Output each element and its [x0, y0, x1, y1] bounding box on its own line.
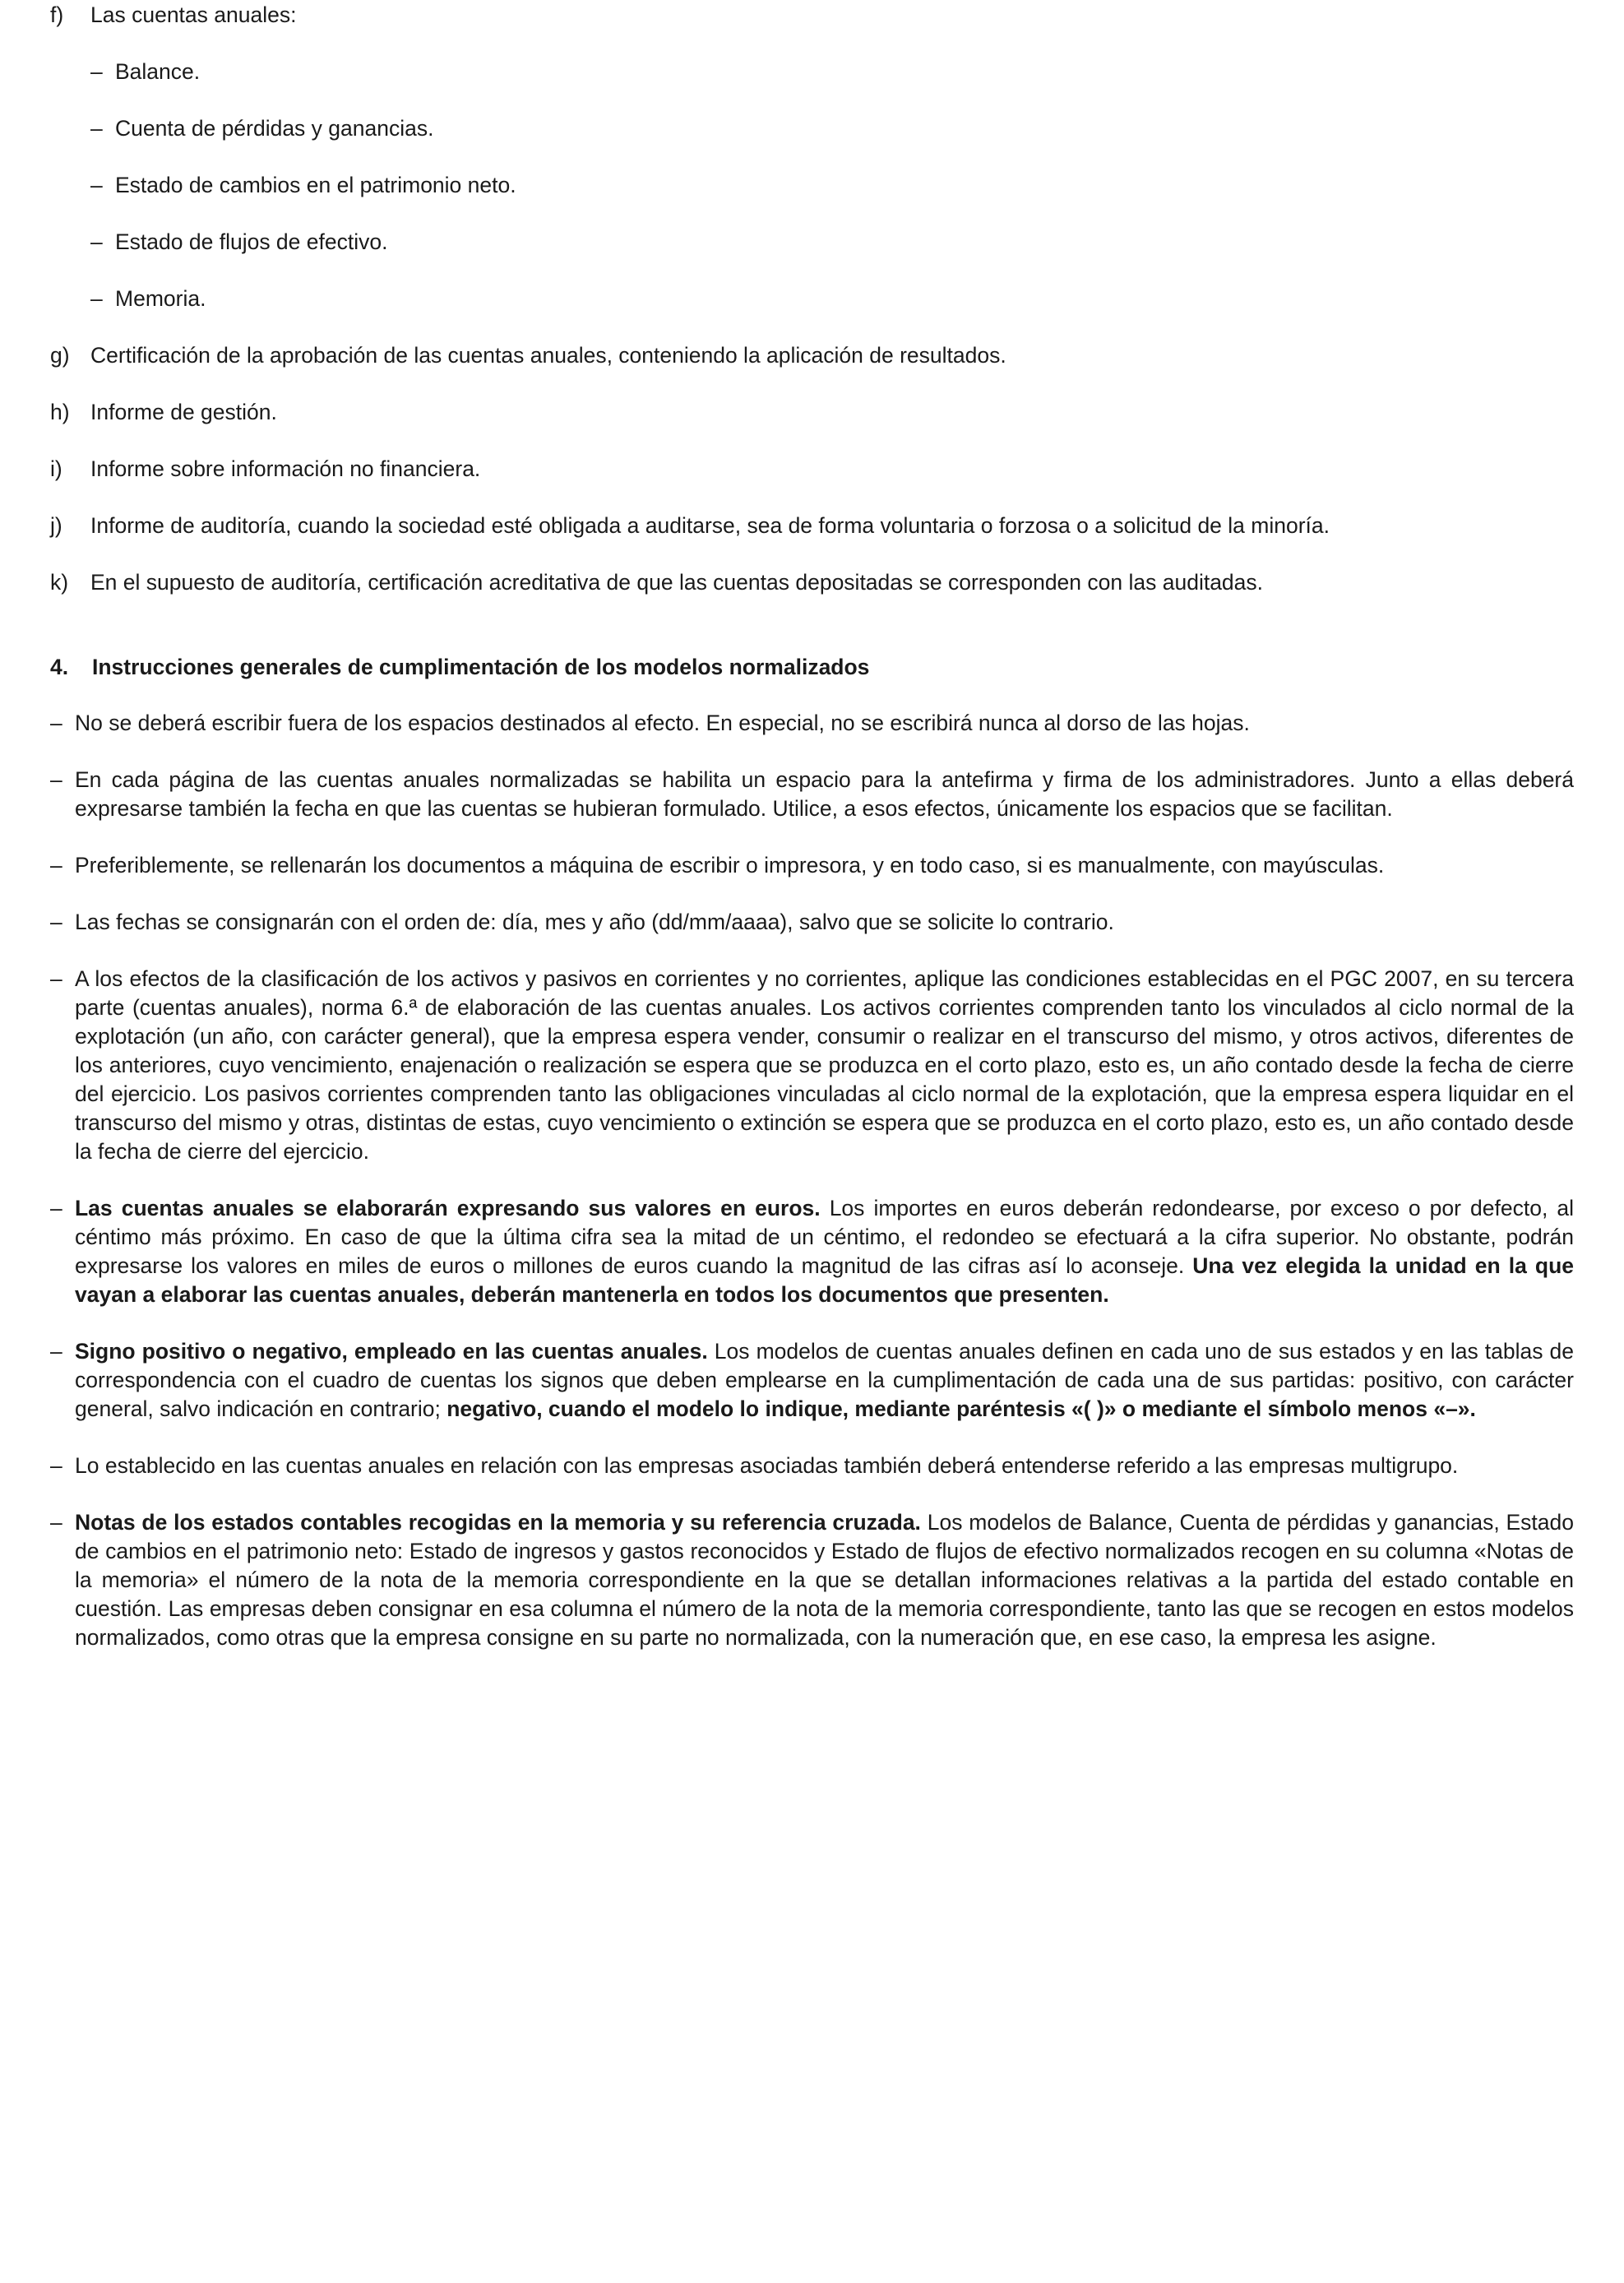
list-label: g): [50, 343, 70, 368]
instruction-text: [75, 1194, 1574, 1309]
sublist-text: Cuenta de pérdidas y ganancias.: [115, 116, 434, 141]
list-item-f: [50, 1, 1574, 30]
list-text: Informe sobre información no financiera.: [90, 456, 481, 481]
list-label: i): [50, 456, 62, 481]
sublist-text: Memoria.: [115, 286, 206, 311]
instruction-bold-text: Las cuentas anuales se elaborarán expresando sus valores en euros.: [75, 1196, 821, 1220]
sublist-text: Estado de cambios en el patrimonio neto.: [115, 173, 516, 197]
sublist-item: [90, 228, 1574, 257]
dash-marker: –: [90, 229, 103, 254]
instruction-text: En cada página de las cuentas anuales normalizadas se habilita un espacio para la antefirma y firma de los administradores. Junto a ellas deberá expresarse también la fecha en que las cuentas se hubieran formulado. Utilice, a esos efectos, únicamente los espacios que se facilitan.: [75, 767, 1574, 821]
section-heading: [50, 653, 1574, 682]
dash-marker: –: [50, 711, 62, 735]
dash-marker: –: [90, 116, 103, 141]
list-text: Certificación de la aprobación de las cuentas anuales, conteniendo la aplicación de resultados.: [90, 343, 1006, 368]
list-label: j): [50, 513, 62, 538]
annual-accounts-sublist: [90, 58, 1574, 313]
dash-marker: –: [90, 286, 103, 311]
instruction-item: [50, 1337, 1574, 1424]
section-title: Instrucciones generales de cumplimentación de los modelos normalizados: [92, 655, 870, 679]
dash-marker: –: [90, 59, 103, 84]
instruction-item: [50, 709, 1574, 738]
list-label: h): [50, 400, 70, 424]
list-item-k: [50, 568, 1574, 597]
instruction-item: [50, 1194, 1574, 1309]
list-text: Las cuentas anuales:: [90, 2, 297, 27]
list-item-j: [50, 512, 1574, 540]
list-label: f): [50, 2, 64, 27]
sublist-item: [90, 114, 1574, 143]
instruction-item: [50, 766, 1574, 823]
dash-marker: –: [50, 767, 62, 792]
sublist-item: [90, 58, 1574, 86]
instruction-item: [50, 965, 1574, 1166]
instructions-list: [50, 709, 1574, 1652]
list-text: Informe de gestión.: [90, 400, 277, 424]
instruction-text: [75, 1508, 1574, 1652]
instruction-bold-text: Signo positivo o negativo, empleado en las cuentas anuales.: [75, 1339, 708, 1364]
instruction-bold-text: Una vez elegida la unidad en la que vayan a elaborar las cuentas anuales, deberán mantenerla en todos los documentos que presenten.: [75, 1253, 1574, 1307]
instruction-item: [50, 1508, 1574, 1652]
dash-marker: –: [50, 1196, 62, 1220]
document-list: [50, 0, 1574, 597]
instruction-text: Las fechas se consignarán con el orden de: día, mes y año (dd/mm/aaaa), salvo que se solicite lo contrario.: [75, 910, 1114, 934]
instruction-item: [50, 908, 1574, 937]
instruction-plain-text: Los modelos de cuentas anuales definen en cada uno de sus estados y en las tablas de correspondencia con el cuadro de cuentas los signos que deben emplearse en la cumplimentación de cada una de sus partidas: positivo, con carácter general, salvo indicación en contrario;: [75, 1339, 1574, 1421]
list-text: En el supuesto de auditoría, certificación acreditativa de que las cuentas depositadas se corresponden con las auditadas.: [90, 570, 1264, 595]
instruction-text: Preferiblemente, se rellenarán los documentos a máquina de escribir o impresora, y en todo caso, si es manualmente, con mayúsculas.: [75, 853, 1385, 878]
instruction-plain-text: Los modelos de Balance, Cuenta de pérdidas y ganancias, Estado de cambios en el patrimonio neto: Estado de ingresos y gastos reconocidos y Estado de flujos de efectivo normalizados recogen en su columna «Notas de la memoria» el número de la nota de la memoria correspondiente en la que se detallan informaciones relativas a la partida del estado contable en cuestión. Las empresas deben consignar en esa columna el número de la nota de la memoria correspondiente, tanto las que se recogen en estos modelos normalizados, como otras que la empresa consigne en su parte no normalizada, con la numeración que, en ese caso, la empresa les asigne.: [75, 1510, 1574, 1650]
dash-marker: –: [50, 1510, 62, 1535]
instruction-item: [50, 1452, 1574, 1480]
instruction-bold-text: Notas de los estados contables recogidas en la memoria y su referencia cruzada.: [75, 1510, 921, 1535]
dash-marker: –: [50, 853, 62, 878]
list-item-g: [50, 341, 1574, 370]
sublist-item: [90, 171, 1574, 200]
instruction-bold-text: negativo, cuando el modelo lo indique, mediante paréntesis «( )» o mediante el símbolo menos «–».: [446, 1396, 1476, 1421]
sublist-item: [90, 285, 1574, 313]
instruction-plain-text: Los importes en euros deberán redondearse, por exceso o por defecto, al céntimo más próximo. En caso de que la última cifra sea la mitad de un céntimo, el redondeo se efectuará a la cifra superior. No obstante, podrán expresarse los valores en miles de euros o millones de euros cuando la magnitud de las cifras así lo aconseje.: [75, 1196, 1575, 1278]
instruction-text: Lo establecido en las cuentas anuales en relación con las empresas asociadas también deberá entenderse referido a las empresas multigrupo.: [75, 1453, 1459, 1478]
instruction-text: No se deberá escribir fuera de los espacios destinados al efecto. En especial, no se escribirá nunca al dorso de las hojas.: [75, 711, 1250, 735]
list-label: k): [50, 570, 69, 595]
dash-marker: –: [50, 1453, 62, 1478]
dash-marker: –: [50, 1339, 62, 1364]
instruction-text: A los efectos de la clasificación de los activos y pasivos en corrientes y no corrientes, aplique las condiciones establecidas en el PGC 2007, en su tercera parte (cuentas anuales), norma 6.ª de elaboración de las cuentas anuales. Los activos corrientes comprenden tanto los vinculados al ciclo normal de la explotación (un año, con carácter general), que la empresa espera vender, consumir o realizar en el transcurso del mismo, y otros activos, diferentes de los anteriores, cuyo vencimiento, enajenación o realización se espera que se produzca en el corto plazo, esto es, un año contado desde la fecha de cierre del ejercicio. Los pasivos corrientes comprenden tanto las obligaciones vinculadas al ciclo normal de la explotación, que la empresa espera liquidar en el transcurso del mismo y otras, distintas de estas, cuyo vencimiento o extinción se espera que se produzca en el corto plazo, esto es, un año contado desde la fecha de cierre del ejercicio.: [75, 966, 1574, 1164]
sublist-text: Balance.: [115, 59, 201, 84]
list-item-i: [50, 455, 1574, 484]
dash-marker: –: [50, 966, 62, 991]
list-item-h: [50, 398, 1574, 427]
instruction-item: [50, 851, 1574, 880]
section-number: 4.: [50, 655, 69, 679]
dash-marker: –: [90, 173, 103, 197]
list-text: Informe de auditoría, cuando la sociedad esté obligada a auditarse, sea de forma voluntaria o forzosa o a solicitud de la minoría.: [90, 513, 1330, 538]
instruction-text: [75, 1337, 1574, 1424]
sublist-text: Estado de flujos de efectivo.: [115, 229, 388, 254]
dash-marker: –: [50, 910, 62, 934]
